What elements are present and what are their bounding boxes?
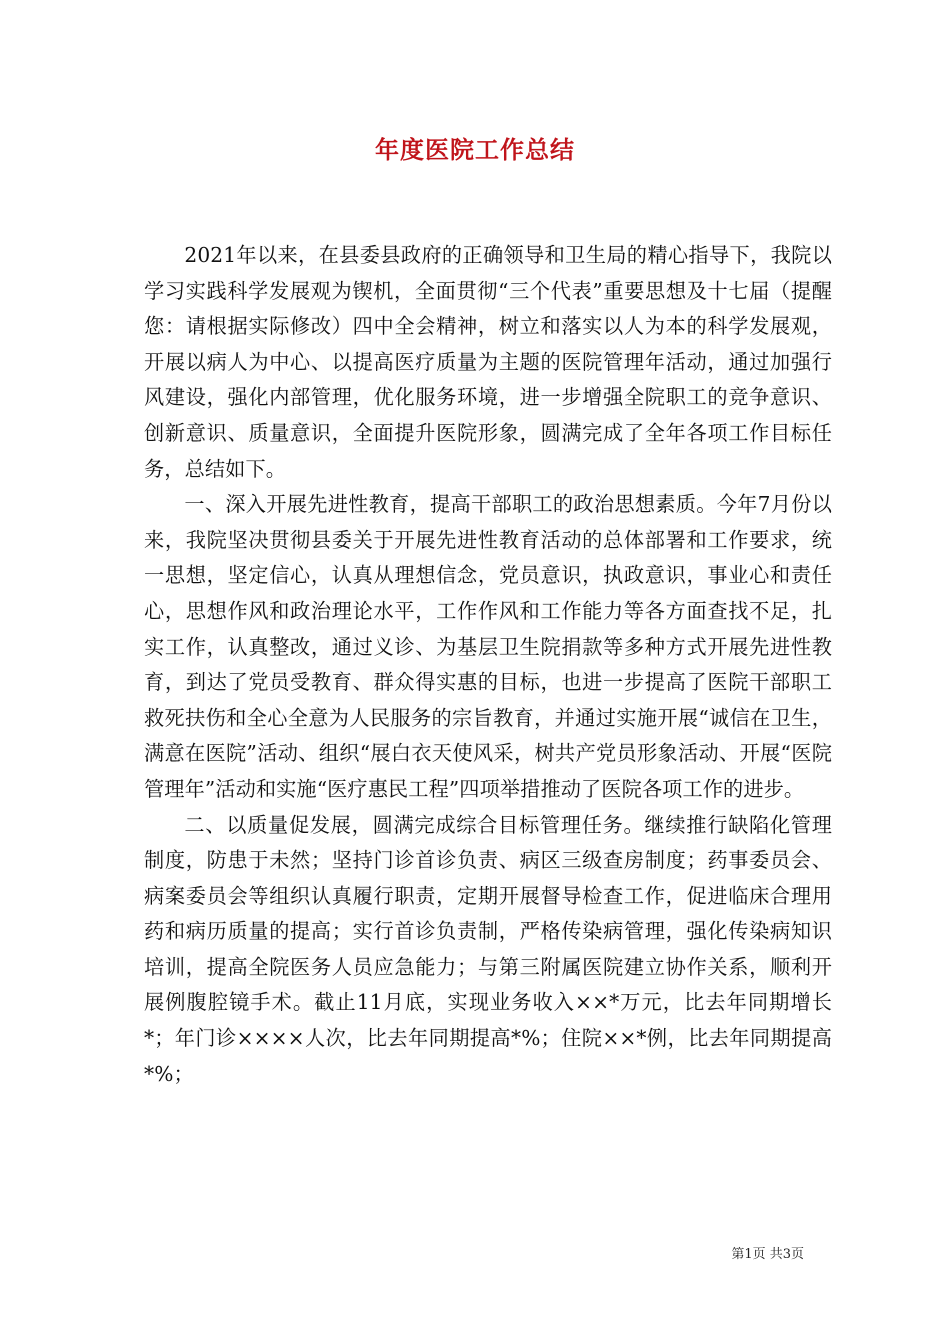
paragraph-intro: 2021年以来，在县委县政府的正确领导和卫生局的精心指导下，我院以学习实践科学发展观为锲机，全面贯彻“三个代表”重要思想及十七届（提醒您：请根据实际修改）四中全会精神，树立和落实以人为本的科学发展观，开展以病人为中心、以提高医疗质量为主题的医院管理年活动，通过加强行风建设，强化内部管理，优化服务环境，进一步增强全院职工的竞争意识、创新意识、质量意识，全面提升医院形象，圆满完成了全年各项工作目标任务，总结如下。	[144, 243, 832, 481]
document-body	[144, 238, 832, 1092]
page-number: 第1页 共3页	[731, 1247, 804, 1262]
paragraph-section-1: 一、深入开展先进性教育，提高干部职工的政治思想素质。今年7月份以来，我院坚决贯彻县委关于开展先进性教育活动的总体部署和工作要求，统一思想，坚定信心，认真从理想信念，党员意识，执政意识，事业心和责任心，思想作风和政治理论水平，工作作风和工作能力等各方面查找不足，扎实工作，认真整改，通过义诊、为基层卫生院捐款等多种方式开展先进性教育，到达了党员受教育、群众得实惠的目标，也进一步提高了医院干部职工救死扶伤和全心全意为人民服务的宗旨教育，并通过实施开展“诚信在卫生，满意在医院”活动、组织“展白衣天使风采，树共产党员形象活动、开展“医院管理年”活动和实施“医疗惠民工程”四项举措推动了医院各项工作的进步。	[144, 492, 832, 801]
paragraph-section-2: 二、以质量促发展，圆满完成综合目标管理任务。继续推行缺陷化管理制度，防患于未然；坚持门诊首诊负责、病区三级查房制度；药事委员会、病案委员会等组织认真履行职责，定期开展督导检查工作，促进临床合理用药和病历质量的提高；实行首诊负责制，严格传染病管理，强化传染病知识培训，提高全院医务人员应急能力；与第三附属医院建立协作关系，顺利开展例腹腔镜手术。截止11月底，实现业务收入××*万元，比去年同期增长*；年门诊××××人次，比去年同期提高*%；住院××*例，比去年同期提高*%；	[144, 812, 832, 1086]
page-title: 年度医院工作总结	[375, 136, 575, 164]
